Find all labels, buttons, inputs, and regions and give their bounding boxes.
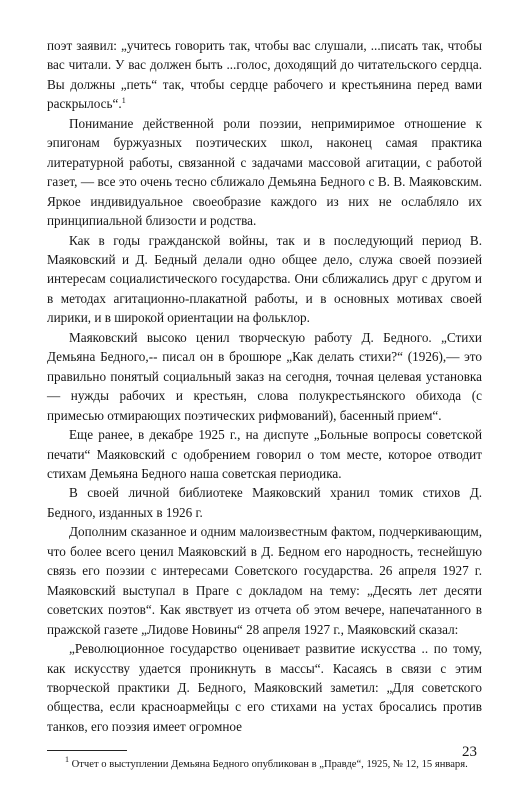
- footnote-marker: 1: [65, 755, 69, 765]
- page-number: 23: [462, 744, 477, 760]
- paragraph: Еще ранее, в декабре 1925 г., на диспуте „Больные вопросы советской печати“ Маяковский с одобрением говорил о том месте, которое отводит стихам Демьяна Бедного наша советская периодика.: [47, 427, 482, 481]
- paragraph: „Революционное государство оценивает развитие искусства .. по тому, как искусству удается проникнуть в массы“. Касаясь в связи с этим творческой практики Д. Бедного, Маяковский заметил: „Для советского общества, если красноармейцы с его стихами на устах бросались против танков, его поэзия имеет огромное: [47, 641, 482, 734]
- footnote: [47, 757, 482, 772]
- paragraph: В своей личной библиотеке Маяковский хранил томик стихов Д. Бедного, изданных в 1926 г.: [47, 485, 482, 520]
- paragraph: Маяковский высоко ценил творческую работу Д. Бедного. „Стихи Демьяна Бедного,-- писал он в брошюре „Как делать стихи?“ (1926),— это правильно понятый социальный заказ на сегодня, точная целевая установка — нужды рабочих и крестьян, слова полукрестьянского обихода (с примесью отмирающих поэтических рифмований), басенный прием“.: [47, 329, 482, 423]
- footnote-text: Отчет о выступлении Демьяна Бедного опубликован в „Правде“, 1925, № 12, 15 января.: [71, 759, 468, 771]
- main-text: [47, 36, 482, 736]
- paragraph: Дополним сказанное и одним малоизвестным фактом, подчеркивающим, что более всего ценил Маяковский в Д. Бедном его народность, теснейшую связь его поэзии с интересами Советского государства. 26 апреля 1927 г. Маяковский выступал в Праге с докладом на тему: „Десять лет десяти советских поэтов“. Как явствует из отчета об этом вечере, напечатанного в пражской газете „Лидове Новины“ 28 апреля 1927 г., Маяковский сказал:: [47, 524, 482, 637]
- footnote-divider: [47, 750, 127, 751]
- footnote-reference: 1: [121, 96, 126, 106]
- paragraph-text: поэт заявил: „учитесь говорить так, чтобы вас слушали, ...писать так, чтобы вас читали. У вас должен быть ...голос, доходящий до читательского сердца. Вы должны „петь“ так, чтобы сердце рабочего и крестьянина перед вами раскрылось“.: [47, 38, 482, 112]
- paragraph: [47, 36, 482, 114]
- paragraph: Понимание действенной роли поэзии, непримиримое отношение к эпигонам буржуазных поэтических школ, наконец самая практика литературной работы, связанной с задачами массовой агитации, с работой газет, — все это очень тесно сближало Демьяна Бедного с В. В. Маяковским. Яркое индивидуальное своеобразие каждого из них не ослабляло их принципиальной близости и родства.: [47, 115, 482, 229]
- paragraph: Как в годы гражданской войны, так и в последующий период В. Маяковский и Д. Бедный делали одно общее дело, служа своей поэзией интересам социалистического государства. Они сближались друг с другом и в методах агитационно-плакатной работы, и в основных мотивах своей лирики, и в широкой ориентации на фольклор.: [47, 232, 482, 326]
